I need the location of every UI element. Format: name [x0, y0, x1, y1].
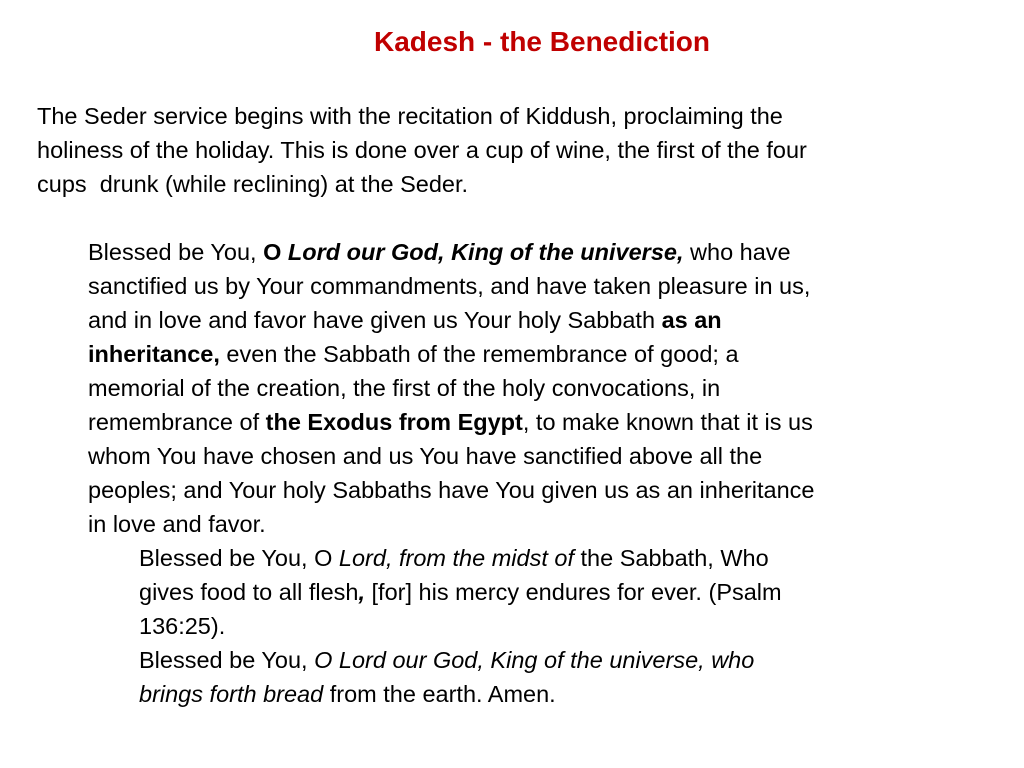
blessing-text: and in love and favor have given us Your holy Sabbath	[88, 307, 662, 333]
intro-line-2: holiness of the holiday. This is done over a cup of wine, the first of the four	[37, 137, 807, 163]
blessing-line-6	[88, 405, 993, 439]
blessing-line-1	[88, 235, 993, 269]
blessing-bold-exodus: the Exodus from Egypt	[265, 409, 523, 435]
kiddush-blessing-paragraph	[88, 235, 993, 541]
blessing-line-2: sanctified us by Your commandments, and have taken pleasure in us,	[88, 273, 811, 299]
food-blessing-line-1	[139, 541, 959, 575]
blessing-italic-lord: Lord, from the midst of	[338, 545, 574, 571]
blessing-text: Blessed be You, O	[139, 545, 339, 571]
blessing-bold-o: O	[263, 239, 288, 265]
blessing-text: remembrance of	[88, 409, 266, 435]
bread-blessing-line-2	[139, 677, 959, 711]
blessing-text: [for] his mercy endures for ever. (Psalm	[365, 579, 782, 605]
blessing-bold-comma: ,	[358, 579, 365, 605]
blessing-line-9: in love and favor.	[88, 511, 266, 537]
blessing-text: Blessed be You,	[88, 239, 264, 265]
blessing-line-7: whom You have chosen and us You have sanctified above all the	[88, 443, 763, 469]
blessing-text: Blessed be You,	[139, 647, 315, 673]
blessing-text: the Sabbath, Who	[574, 545, 769, 571]
blessing-text: gives food to all flesh	[139, 579, 359, 605]
blessing-bold-as-an: as an	[661, 307, 722, 333]
bread-blessing-line-1	[139, 643, 959, 677]
intro-paragraph	[37, 99, 997, 201]
intro-line-1: The Seder service begins with the recitation of Kiddush, proclaiming the	[37, 103, 783, 129]
food-blessing-line-3: 136:25).	[139, 613, 226, 639]
blessing-text: who have	[683, 239, 791, 265]
blessing-italic-bread: brings forth bread	[139, 681, 324, 707]
blessing-italic-lord-god: O Lord our God, King of the universe, who	[314, 647, 755, 673]
bread-blessing	[139, 643, 959, 711]
intro-line-3: cups drunk (while reclining) at the Seder.	[37, 171, 469, 197]
blessing-line-5: memorial of the creation, the first of the holy convocations, in	[88, 375, 721, 401]
blessing-text: even the Sabbath of the remembrance of good; a	[219, 341, 739, 367]
blessing-bold-inheritance: inheritance,	[88, 341, 220, 367]
blessing-text: , to make known that it is us	[522, 409, 813, 435]
slide-title: Kadesh - the Benediction	[373, 26, 711, 57]
blessing-line-3	[88, 303, 993, 337]
food-blessing-line-2	[139, 575, 959, 609]
blessing-line-8: peoples; and Your holy Sabbaths have You given us as an inheritance	[88, 477, 815, 503]
blessing-text: from the earth. Amen.	[323, 681, 556, 707]
blessing-bold-italic-lord: Lord our God, King of the universe,	[287, 239, 684, 265]
sabbath-food-blessing	[139, 541, 959, 643]
blessing-line-4	[88, 337, 993, 371]
